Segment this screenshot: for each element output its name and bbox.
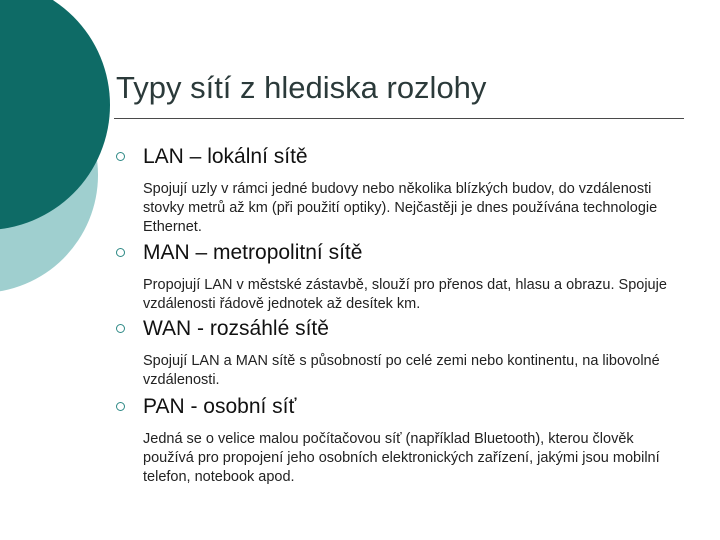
item-description: Spojují LAN a MAN sítě s působností po celé zemi nebo kontinentu, na libovolné vzdálenosti. — [143, 353, 660, 388]
list-item-lan — [116, 144, 686, 237]
item-heading: PAN - osobní síť — [143, 395, 297, 418]
list-item-pan — [116, 394, 686, 487]
circle-bullet-icon — [116, 402, 125, 411]
item-description: Jedná se o velice malou počítačovou síť (například Bluetooth), kterou člověk používá pro propojení jeho osobních elektronických zařízení, jakými jsou mobilní telefon, notebook apod. — [143, 431, 660, 485]
item-description: Spojují uzly v rámci jedné budovy nebo několika blízkých budov, do vzdálenosti stovky metrů až km (při použití optiky). Nejčastěji je dnes používána technologie Ethernet. — [143, 181, 658, 235]
item-heading: LAN – lokální sítě — [143, 145, 308, 168]
decorative-circles — [0, 0, 110, 300]
slide-title: Typy sítí z hlediska rozlohy — [116, 70, 487, 105]
title-divider — [114, 118, 684, 119]
circle-bullet-icon — [116, 248, 125, 257]
list-item-man — [116, 240, 686, 314]
item-heading: MAN – metropolitní sítě — [143, 241, 363, 264]
circle-bullet-icon — [116, 324, 125, 333]
item-description: Propojují LAN v městské zástavbě, slouží pro přenos dat, hlasu a obrazu. Spojuje vzdálenosti řádově jednotek až desítek km. — [143, 277, 667, 312]
item-heading: WAN - rozsáhlé sítě — [143, 317, 329, 340]
circle-bullet-icon — [116, 152, 125, 161]
list-item-wan — [116, 316, 686, 390]
